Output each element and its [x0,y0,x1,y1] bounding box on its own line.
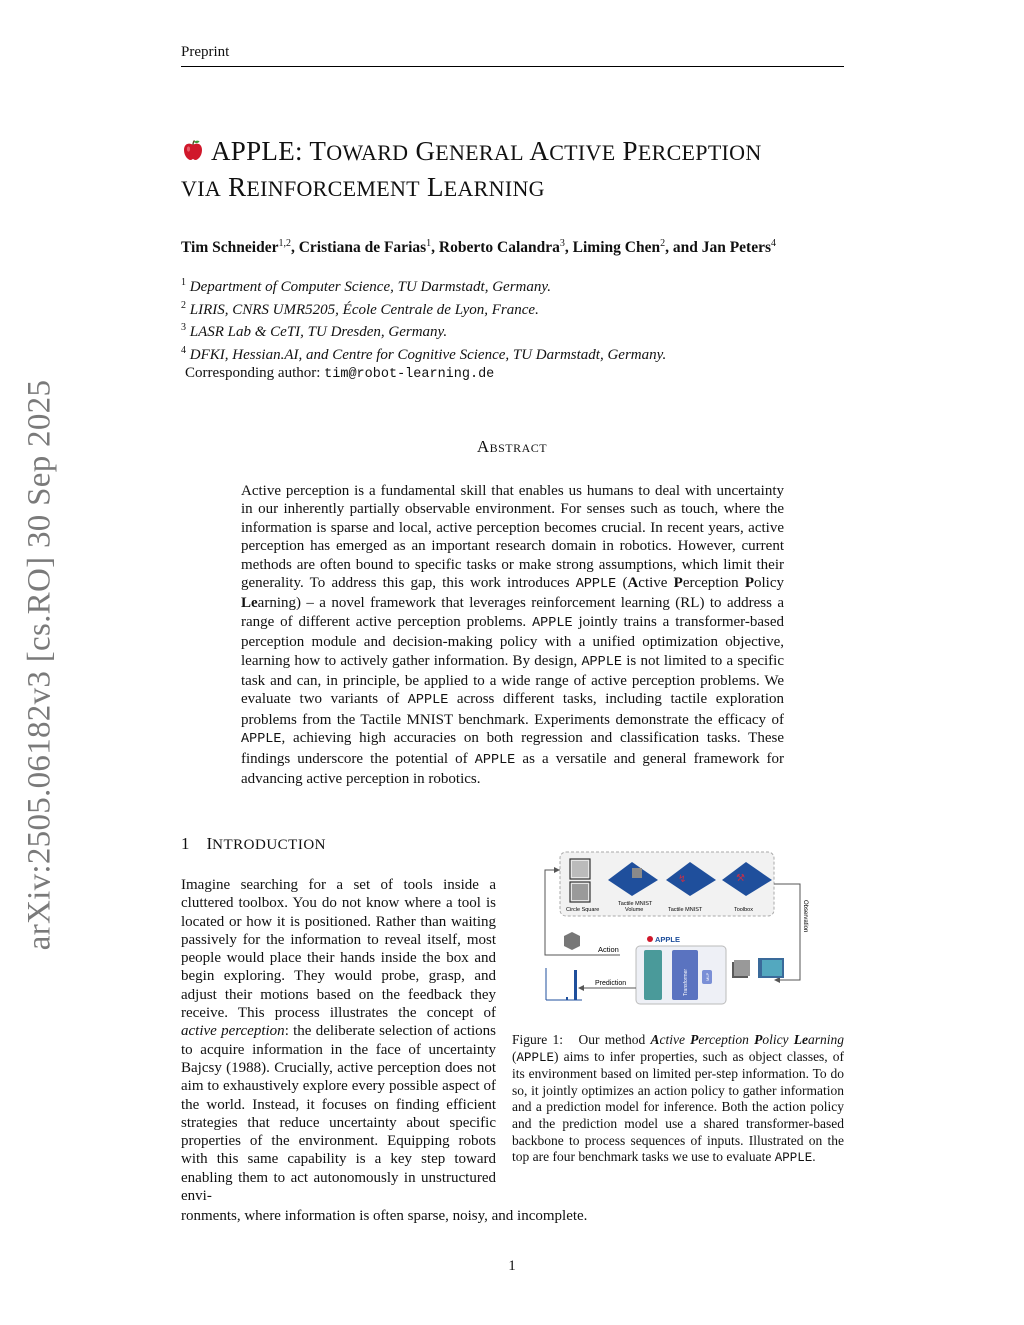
label-apple: APPLE [655,935,681,944]
page-number: 1 [508,1258,516,1274]
paper-title [181,134,861,206]
title-word-general: GENERAL [415,136,524,166]
label-observation: Observation [802,900,808,933]
action-cube [564,932,580,950]
title-colon: : [295,136,303,166]
tool-mark: ⚒ [736,873,745,884]
title-word-perception: PERCEPTION [622,136,762,166]
prediction-bar [574,970,577,1000]
affiliation-2: $^2$ LIRIS, CNRS UMR5205, École Centrale de Lyon, France. [181,299,539,318]
arxiv-sidebar [10,370,70,960]
digit-mark: ↯ [678,874,687,885]
figure-1-diagram [540,850,830,1010]
prediction-bar-small [566,997,568,1000]
label-action: Action [598,945,619,954]
author: Cristiana de Farias$^1$, [298,238,439,257]
author: Jan Peters$^4$ [701,238,776,257]
title-word-active: ACTIVE [529,136,616,166]
header-rule [181,66,844,67]
figure-1-svg [540,850,830,1010]
introduction-text: Imagine searching for a set of tools inside a cluttered toolbox. You do not know where a tool is located or how it is positioned. Rather than waiting passively for the information to reveal itself, most people would place their hands inside the box and begin exploring. They would probe, grasp, and adjust their motions based on the feedback they receive. This process illustrates the concept of active perception: the deliberate selection of actions to acquire information in the face of uncertainty Bajcsy (1988). Crucially, active perception does not aim to exhaustively explore every possible aspect of the world. Instead, it focuses on finding efficient strategies that reduce uncertainty about specific properties of the environment. Equipping robots with this same capability is a key step toward enabling them to act autonomously in unstructured envi- [181,877,496,1205]
label-tactile-mnist: Tactile MNIST [668,907,703,913]
apple-small-icon [647,936,653,942]
author: Roberto Calandra$^3$, [438,238,573,257]
tactile-volume-object [632,868,642,878]
label-tactile-volume-2: Volume [625,907,644,913]
label-circle-square: Circle Square [566,907,600,913]
author-list [181,238,776,257]
label-policy: MLP [705,972,710,981]
apple-icon [181,136,205,160]
title-word-reinforcement: REINFORCEMENT [228,172,420,202]
abstract-body: Active perception is a fundamental skill that enables us humans to deal with uncertainty in our inherently partially observable environment. For senses such as touch, where the information is sparse and local, active perception becomes crucial. In recent years, active perception has emerged as an important research domain in robotics. However, current methods are often bound to specific tasks or make strong assumptions, which limit their generality. To address this gap, this work introduces APPLE (Active Perception Policy Learning) – a novel framework that leverages reinforcement learning (RL) to address a range of different active perception problems. APPLE jointly trains a transformer-based perception module and decision-making policy with a unified optimization objective, learning how to actively gather information. By design, APPLE is not limited to a specific task and can, in principle, be applied to a wide range of active perception problems. We evaluate two variants of APPLE across different tasks, including tactile exploration problems from the Tactile MNIST benchmark. Experiments demonstrate the efficacy of APPLE, achieving high accuracies on both regression and classification tasks. These findings underscore the potential of APPLE as a versatile and general framework for advancing active perception in robotics. [241,483,785,788]
section-heading-introduction: 1 INTRODUCTION [181,834,326,853]
label-tactile-volume-1: Tactile MNIST [618,901,653,907]
title-word-learning: LEARNING [426,172,545,202]
encoder-block [644,950,662,1000]
label-toolbox: Toolbox [734,907,753,913]
email-link[interactable]: tim@robot-learning.de [324,367,495,382]
title-apple: APPLE [211,136,296,166]
affiliations [181,274,666,385]
affiliation-4: $^4$ DFKI, Hessian.AI, and Centre for Cognitive Science, TU Darmstadt, Germany. [181,344,667,363]
title-word-via: VIA [181,176,222,201]
abstract-heading: Abstract [476,437,548,456]
title-word-toward: TOWARD [309,136,409,166]
affiliation-3: $^3$ LASR Lab & CeTI, TU Dresden, Germany. [181,322,448,340]
arxiv-identifier[interactable]: arXiv:2505.06182v3 [cs.RO] 30 Sep 2025 [21,379,58,951]
figure-1-caption: Figure 1: Our method Active Perception Policy Learning (APPLE) aims to infer properties, such as object classes, of its environment based on limited per-step information. To do so, it jointly optimizes an action policy to gather information and a prediction model for inference. Both the action policy and the prediction model use a shared transformer-based backbone to process sequences of inputs. Illustrated on the top are four benchmark tasks we use to evaluate APPLE. [512,1032,845,1166]
label-transformer: Transformer [683,968,689,996]
author: Liming Chen$^2$, and [572,238,702,257]
corresponding-author: Corresponding author: tim@robot-learning.de [185,365,495,382]
author: Tim Schneider$^{1,2}$, [181,238,299,257]
introduction-text-continued: ronments, where information is often sparse, noisy, and incomplete. [181,1208,588,1224]
label-prediction: Prediction [595,980,627,987]
running-header: Preprint [181,44,230,60]
affiliation-1: $^1$ Department of Computer Science, TU Darmstadt, Germany. [181,277,551,295]
